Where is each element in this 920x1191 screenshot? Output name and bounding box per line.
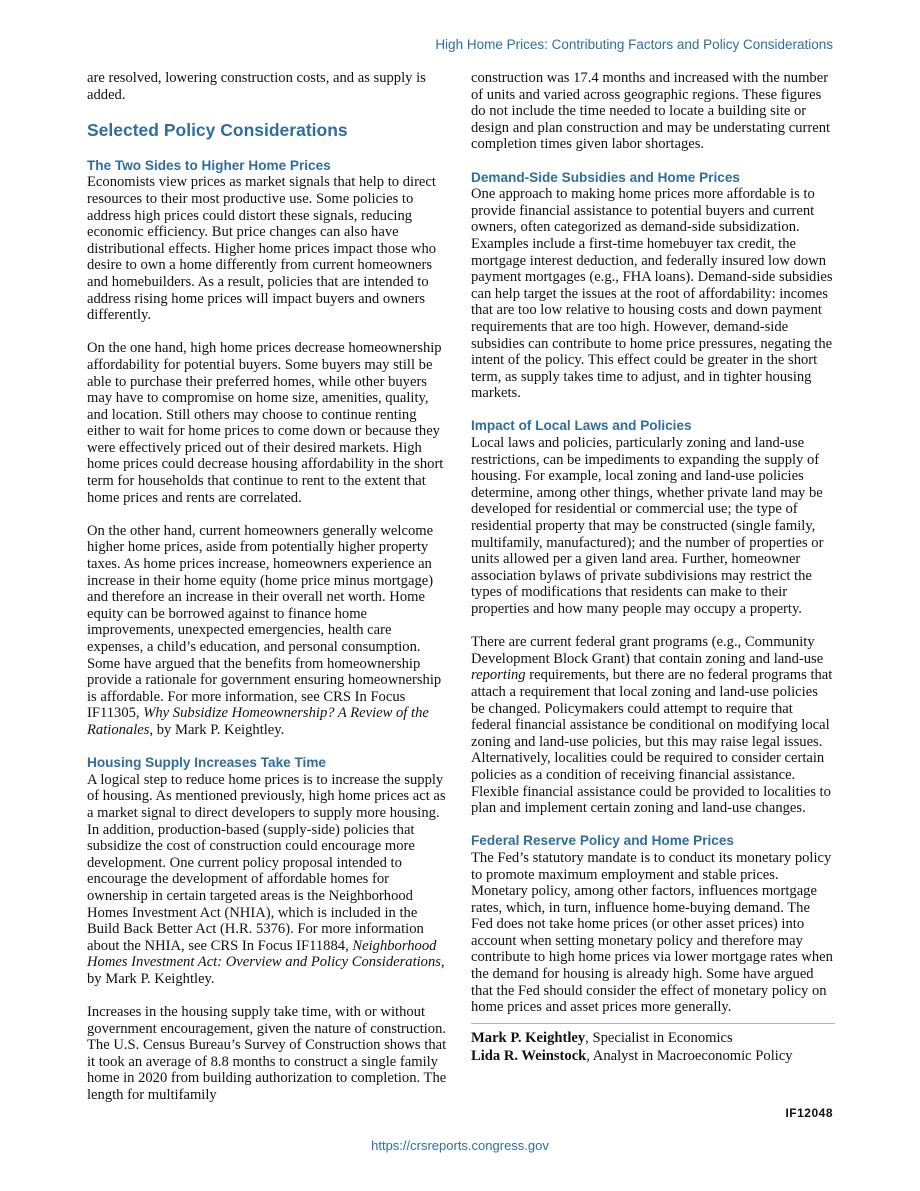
product-code: IF12048: [785, 1106, 833, 1120]
footer-url-link[interactable]: https://crsreports.congress.gov: [371, 1138, 549, 1153]
fed-policy-paragraph: The Fed’s statutory mandate is to conduct its monetary policy to promote maximum employment and stable prices. Monetary policy, among other factors, influences mortgage rates, which, in turn, influence home-buying demand. The Fed does not take home prices (or other asset prices) into account when setting monetary policy and therefore may contribute to high home prices via lower mortgage rates when the demand for housing is already high. Some have argued that the Fed should consider the effect of monetary policy on home prices and asset prices more generally.: [471, 849, 833, 1016]
local-laws-paragraph-1: Local laws and policies, particularly zoning and land-use restrictions, can be impediments to expanding the supply of housing. For example, local zoning and land-use policies determine, among other things, whether private land may be developed for residential or commercial use; the type of residential property that may be constructed (single family, multifamily, manufactured); and the number of properties or units allowed per a given land area. Further, homeowner association bylaws of private subdivisions may restrict the types of modifications that residents can make to their properties and how many people may occupy a property.: [471, 435, 824, 617]
supply-p1-text: A logical step to reduce home prices is to increase the supply of housing. As mentioned previously, high home prices act as a market signal to direct developers to supply more housing. In addition, production-based (supply-side) policies that subsidize the cost of construction could encourage more development. One current policy proposal intended to encourage the development of affordable homes for ownership in certain targeted areas is the Neighborhood Homes Investment Act (NHIA), which is included in the Build Back Better Act (H.R. 5376). For more information about the NHIA, see CRS In Focus IF11884,: [87, 771, 446, 954]
supply-heading: Housing Supply Increases Take Time: [87, 755, 326, 771]
demand-side-paragraph: One approach to making home prices more affordable is to provide financial assistance to potential buyers and current owners, often categorized as demand-side subsidization. Examples include a first-time homebuyer tax credit, the mortgage interest deduction, and federally insured low down payment mortgages (e.g., FHA loans). Demand-side subsidies can help target the issues at the root of affordability: incomes that are too low relative to housing costs and down payment requirements that are too high. However, demand-side subsidies can contribute to home price pressures, negating the intent of the policy. This effect could be greater in the short term, as supply takes time to adjust, and in tighter housing markets.: [471, 186, 833, 402]
local-laws-heading: Impact of Local Laws and Policies: [471, 418, 692, 434]
two-sides-p3-tail: , by Mark P. Keightley.: [149, 721, 285, 738]
author-line: [471, 1047, 835, 1065]
author-name: Lida R. Weinstock: [471, 1047, 587, 1064]
author-block: [471, 1029, 835, 1065]
left-column: [87, 70, 450, 1104]
local-laws-p2-tail: requirements, but there are no federal programs that attach a requirement that local zoning and land-use policies be changed. Policymakers could attempt to require that federal financial assistance be conditional on modifying local zoning and land-use policies, but this may raise legal issues. Alternatively, localities could be required to consider certain policies as a condition of receiving financial assistance. Flexible financial assistance could be provided to localities to plan and implement certain zoning and land-use changes.: [471, 667, 833, 817]
intro-tail-paragraph: are resolved, lowering construction costs, and as supply is added.: [87, 70, 426, 103]
supply-continuation-paragraph: construction was 17.4 months and increased with the number of units and varied across geographic regions. These figures do not include the time needed to locate a building site or design and plan construction and may be understating current completion times given labor shortages.: [471, 70, 831, 153]
two-sides-heading: The Two Sides to Higher Home Prices: [87, 157, 331, 173]
author-line: [471, 1029, 835, 1047]
report-title-why-subsidize: Why Subsidize Homeownership? A Review of the Rationales: [87, 705, 429, 738]
two-sides-paragraph-2: On the one hand, high home prices decrease homeownership affordability for potential buyers. Some buyers may still be able to purchase their preferred homes, while other buyers may have to compromise on home size, amenities, quality, and location. Still others may choose to continue renting either to wait for home prices to come down or because they were effectively priced out of their desired markets. High home prices could decrease housing affordability in the short term for households that continue to rent to the extent that home prices and rents are correlated.: [87, 340, 444, 506]
fed-policy-heading: Federal Reserve Policy and Home Prices: [471, 833, 734, 849]
supply-p1-tail: , by Mark P. Keightley.: [87, 954, 445, 987]
author-name: Mark P. Keightley: [471, 1029, 586, 1046]
local-laws-p2-text: There are current federal grant programs (e.g., Community Development Block Grant) that contain zoning and land-use: [471, 634, 824, 667]
two-sides-paragraph-3: [87, 523, 450, 739]
supply-paragraph-2: Increases in the housing supply take time, with or without government encouragement, given the nature of construction. The U.S. Census Bureau’s Survey of Construction shows that it took an average of 8.8 months to construct a single family home in 2020 from building authorization to completion. The length for multifamily: [87, 1004, 447, 1104]
local-laws-paragraph-2: [471, 634, 835, 817]
report-title-nhia: Neighborhood Homes Investment Act: Overview and Policy Considerations: [87, 937, 441, 971]
author-title: , Analyst in Macroeconomic Policy: [586, 1047, 793, 1064]
two-sides-paragraph-1: Economists view prices as market signals that help to direct resources to their most productive use. Some policies to address high prices could distort these signals, reducing economic efficiency. But price changes can also have distributional effects. Higher home prices impact those who desire to own a home differently from current homeowners and homebuilders. As a result, policies that are intended to address rising home prices will impact buyers and owners differently.: [87, 174, 437, 324]
right-column: [471, 70, 835, 1065]
running-header: High Home Prices: Contributing Factors and Policy Considerations: [435, 37, 833, 52]
supply-paragraph-1: [87, 772, 450, 988]
section-heading: Selected Policy Considerations: [87, 119, 348, 140]
reporting-emphasis: reporting: [471, 667, 526, 684]
two-sides-p3-text: On the other hand, current homeowners generally welcome higher home prices, aside from potentially higher property taxes. As home prices increase, homeowners experience an increase in their home equity (home price minus mortgage) and therefore an increase in their overall net worth. Home equity can be borrowed against to finance home improvements, unexpected emergencies, health care expenses, a child’s education, and personal consumption. Some have argued that the benefits from homeownership provide a rationale for government ensuring homeownership is affordable. For more information, see CRS In Focus IF11305,: [87, 522, 442, 722]
demand-side-heading: Demand-Side Subsidies and Home Prices: [471, 169, 740, 185]
author-divider: [471, 1023, 835, 1024]
author-title: , Specialist in Economics: [585, 1029, 733, 1046]
